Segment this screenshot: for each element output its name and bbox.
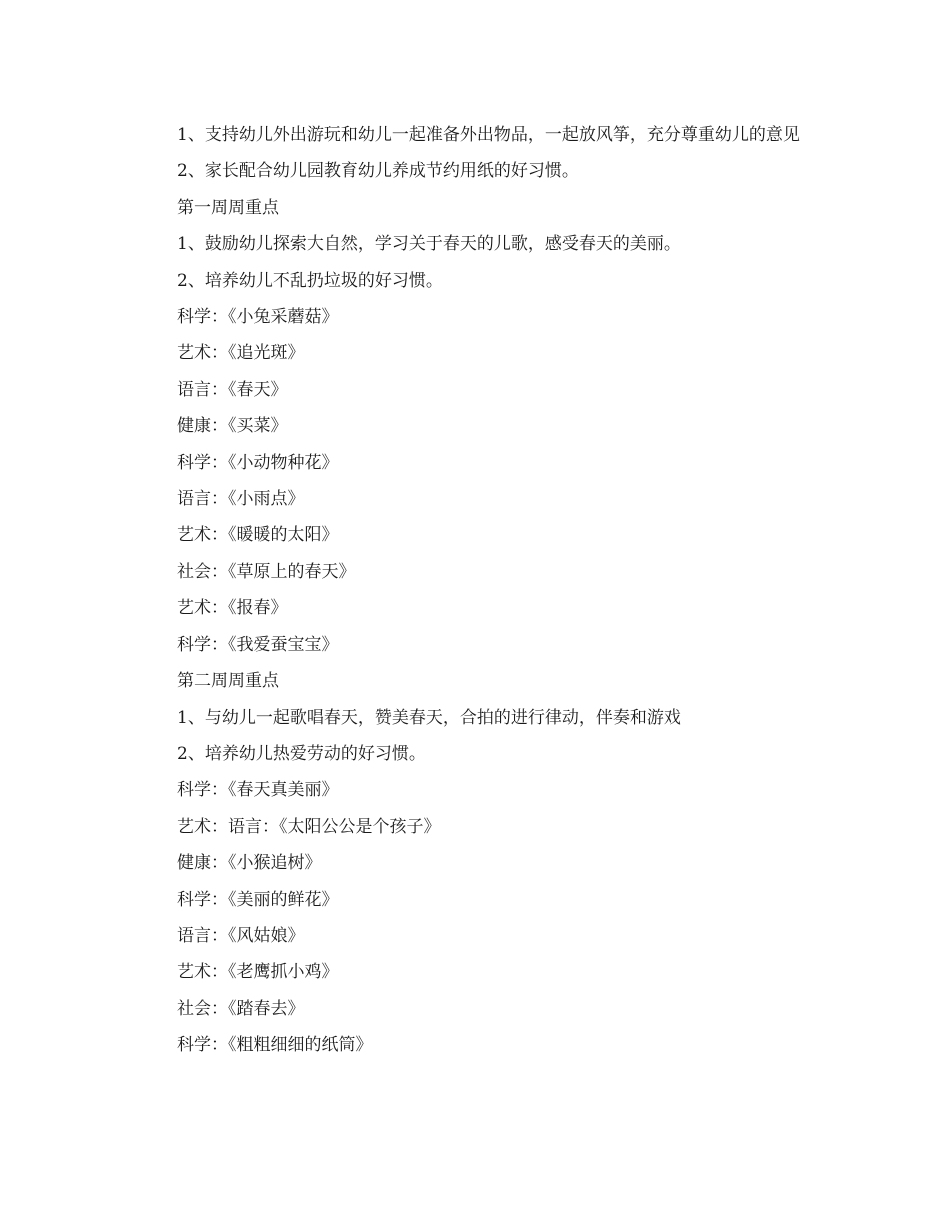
lesson-item: 社会：《草原上的春天》 [177, 561, 356, 582]
lesson-item: 艺术：语言：《太阳公公是个孩子》 [177, 816, 441, 837]
lesson-item: 科学：《春天真美丽》 [177, 780, 339, 801]
lesson-item: 社会：《踏春去》 [177, 998, 305, 1019]
lesson-item: 科学：《小兔采蘑菇》 [177, 307, 339, 328]
paragraph-week-one-goal-1: 1、鼓励幼儿探索大自然，学习关于春天的儿歌，感受春天的美丽。 [177, 234, 681, 255]
lesson-item: 科学：《美丽的鲜花》 [177, 889, 339, 910]
paragraph-outing-support: 1、支持幼儿外出游玩和幼儿一起准备外出物品，一起放风筝，充分尊重幼儿的意见 [177, 125, 800, 145]
lesson-item: 科学：《粗粗细细的纸筒》 [177, 1035, 373, 1056]
paragraph-week-one-goal-2: 2、培养幼儿不乱扔垃圾的好习惯。 [177, 270, 443, 291]
paragraph-week-two-goal-1: 1、与幼儿一起歌唱春天，赞美春天，合拍的进行律动，伴奏和游戏 [177, 707, 681, 728]
lesson-item: 语言：《风姑娘》 [177, 925, 305, 946]
lesson-item: 艺术：《报春》 [177, 598, 288, 619]
lesson-item: 科学：《我爱蚕宝宝》 [177, 634, 339, 655]
lesson-item: 艺术：《追光斑》 [177, 343, 305, 364]
document-body [141, 117, 811, 1064]
lesson-item: 语言：《小雨点》 [177, 489, 305, 510]
paragraph-paper-saving: 2、家长配合幼儿园教育幼儿养成节约用纸的好习惯。 [177, 161, 579, 182]
heading-week-one: 第一周周重点 [177, 197, 279, 218]
lesson-item: 艺术：《暖暖的太阳》 [177, 525, 339, 546]
lesson-item: 艺术：《老鹰抓小鸡》 [177, 962, 339, 983]
lesson-item: 语言：《春天》 [177, 379, 288, 400]
paragraph-week-two-goal-2: 2、培养幼儿热爱劳动的好习惯。 [177, 743, 426, 764]
heading-week-two: 第二周周重点 [177, 671, 279, 692]
lesson-item: 科学：《小动物种花》 [177, 452, 339, 473]
lesson-item: 健康：《买菜》 [177, 416, 288, 437]
lesson-item: 健康：《小猴追树》 [177, 853, 322, 874]
